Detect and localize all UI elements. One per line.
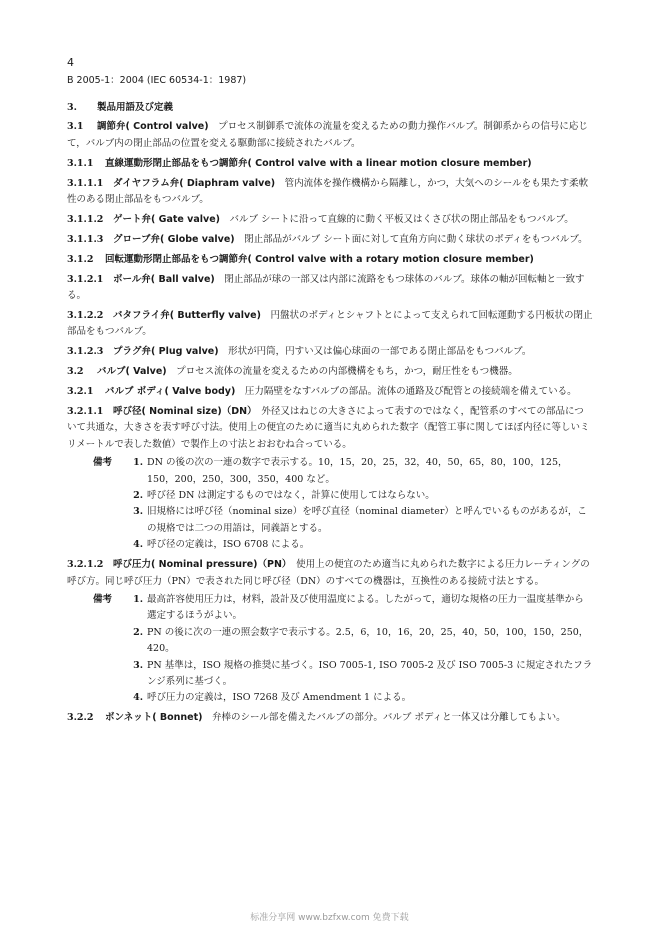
section-3-1-1-1: 3.1.1.1 ダイヤフラム弁( Diaphram valve) 管内流体を操作機構から隔離し，かつ，大気へのシールをも果たす柔軟性のある閉止部品をもつバルブ。 <box>67 177 589 206</box>
section-3-2: 3.2 バルブ( Valve) プロセス流体の流量を変えるための内部機構をもち，かつ，耐圧性をもつ機器。 <box>67 366 518 378</box>
note-label: 備考 <box>93 593 113 605</box>
note-item: 4. 呼び圧力の定義は，ISO 7268 及び Amendment 1 による。 <box>133 692 412 704</box>
section-3-1-2-3: 3.1.2.3 プラグ弁( Plug valve) 形状が円筒，円すい又は偏心球面の一部である閉止部品をもつバルブ。 <box>67 346 532 358</box>
section-3-1-1-2: 3.1.1.2 ゲート弁( Gate valve) バルブ シートに沿って直線的に動く平板又はくさび状の閉止部品をもつバルブ。 <box>67 213 574 225</box>
section-3-2-1-2: 3.2.1.2 呼び圧力( Nominal pressure)（PN） 使用上の便宜のため適当に丸められた数字による圧力レーティングの呼び方。同じ呼び圧力（PN）で表された同じ呼び径（DN）のすべての機器は，互換性のある接続寸法とする。 <box>67 559 590 587</box>
section-3: 3. 製品用語及び定義 <box>67 101 174 113</box>
note-item: 備考 1. 最高許容使用圧力は，材料，設計及び使用温度による。したがって，適切な規格の圧力一温度基準から選定するほうがよい。 <box>93 592 593 625</box>
section-3-1-2: 3.1.2 回転運動形閉止部品をもつ調節弁( Control valve with a rotary motion closure member) <box>67 253 534 265</box>
section-3-1: 3.1 調節弁( Control valve) プロセス制御系で流体の流量を変えるための動力操作バルブ。制御系からの信号に応じて，バルブ内の閉止部品の位置を変える駆動部に接続されたバルブ。 <box>67 121 588 149</box>
note-item: 備考 1. DN の後の次の一連の数字で表示する。10，15，20，25，32，40，50，65，80，100，125，150，200，250，300，350，400 など。 <box>93 455 593 488</box>
section-3-1-1-3: 3.1.1.3 グローブ弁( Globe valve) 閉止部品がバルブ シート面に対して直角方向に動く球状のボディをもつバルブ。 <box>67 233 588 245</box>
notes-nominal-pressure <box>93 592 593 707</box>
note-item: 3. PN 基準は，ISO 規格の推奨に基づく。ISO 7005-1, ISO 7005-2 及び ISO 7005-3 に規定されたフランジ系列に基づく。 <box>133 659 593 687</box>
content <box>67 96 593 727</box>
note-item: 4. 呼び径の定義は，ISO 6708 による。 <box>133 539 310 551</box>
page-number: 4 <box>67 56 74 69</box>
footer-watermark: 标准分享网 www.bzfxw.com 免费下载 <box>250 913 409 923</box>
note-item: 2. PN の後に次の一連の照会数字で表示する。2.5，6，10，16，20，25，40，50，100，150，250，420。 <box>133 626 589 655</box>
section-3-1-2-2: 3.1.2.2 バタフライ弁( Butterfly valve) 円盤状のボディとシャフトとによって支えられて回転運動する円板状の閉止部品をもつバルブ。 <box>67 309 593 338</box>
note-item: 2. 呼び径 DN は測定するものではなく，計算に使用してはならない。 <box>133 490 435 502</box>
standard-id: B 2005-1：2004 (IEC 60534-1：1987) <box>67 75 247 86</box>
section-3-2-1-1: 3.2.1.1 呼び径( Nominal size)（DN） 外径又はねじの大きさによって表すのではなく，配管系のすべての部品について共通な，大きさを表す呼び寸法。使用上の便宜のために適当に丸められた数字（配管工事に関してほぼ内径に等しいミリメートルで表した数値）で製作上の寸法とおおむね合っている。 <box>67 406 590 450</box>
section-3-1-1: 3.1.1 直線運動形閉止部品をもつ調節弁( Control valve with a linear motion closure member) <box>67 157 532 169</box>
note-item: 3. 旧規格には呼び径（nominal size）を呼び直径（nominal diameter）と呼んでいるものがあるが，この規格では二つの用語は，同義語とする。 <box>133 506 587 534</box>
note-label: 備考 <box>93 457 113 469</box>
notes-nominal-size <box>93 455 593 553</box>
section-3-2-2: 3.2.2 ボンネット( Bonnet) 弁棒のシール部を備えたバルブの部分。バルブ ボディと一体又は分離してもよい。 <box>67 712 566 724</box>
section-3-2-1: 3.2.1 バルブ ボディ( Valve body) 圧力隔壁をなすバルブの部品。流体の通路及び配管との接続端を備えている。 <box>67 386 577 398</box>
section-3-1-2-1: 3.1.2.1 ボール弁( Ball valve) 閉止部品が球の一部又は内部に流路をもつ球体のバルブ。球体の軸が回転軸と一致する。 <box>67 273 585 302</box>
